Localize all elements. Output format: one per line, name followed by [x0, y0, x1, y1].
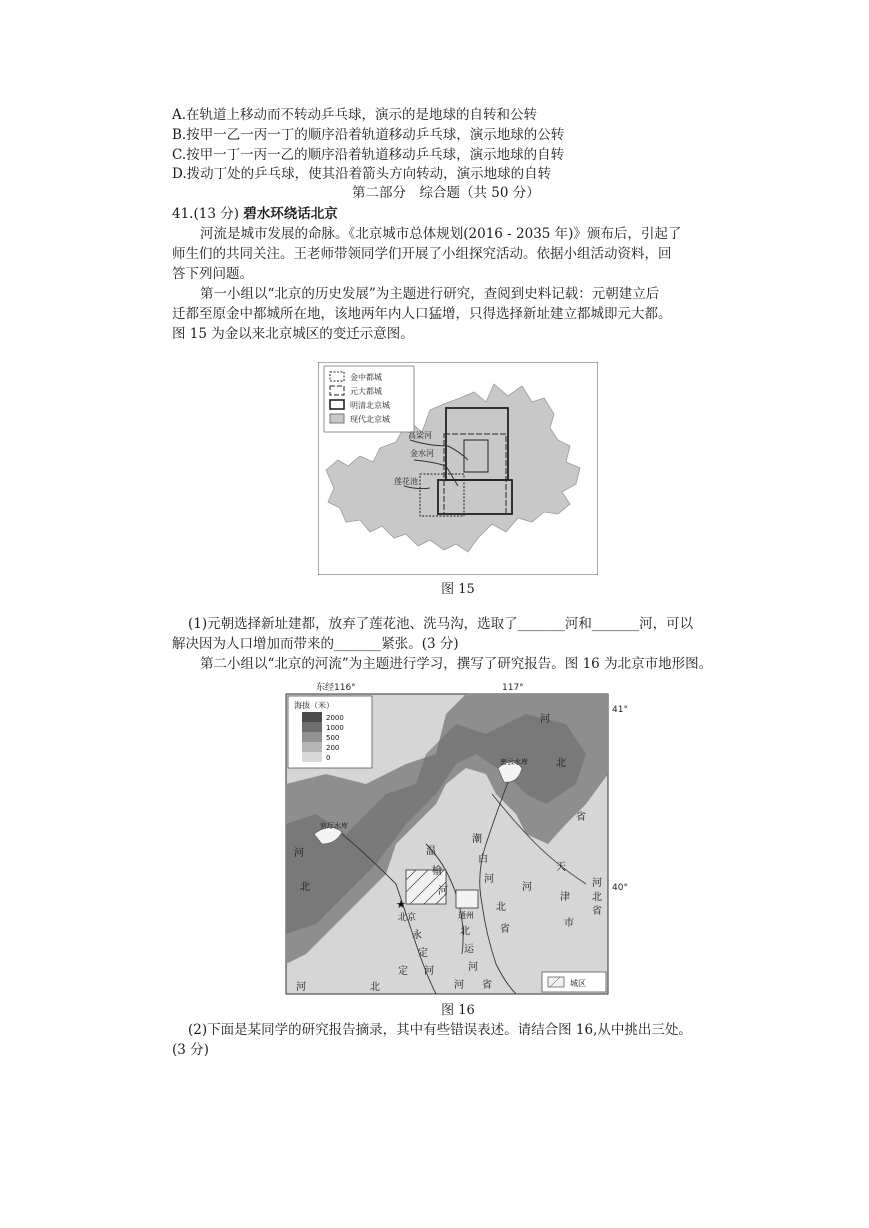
beijing-label: 北京	[398, 913, 417, 923]
paragraph-line: 图 15 为金以来北京城区的变迁示意图。	[172, 326, 414, 342]
city-legend-label: 城区	[570, 979, 586, 988]
tongzhou-label: 通州	[458, 911, 474, 920]
figure-15-caption: 图 15	[441, 582, 475, 597]
question-1-line: (1)元朝选择新址建都，放弃了莲花池、洗马沟，选取了_______河和_______河，可以	[188, 616, 694, 632]
legend-label: 元大都城	[350, 387, 382, 396]
legend-value: 1000	[326, 724, 344, 732]
province-char: 津	[560, 892, 570, 903]
province-char: 省	[500, 924, 510, 935]
legend-swatch	[302, 712, 322, 722]
figure-16-map	[282, 676, 632, 1000]
guanting-label: 官厅水库	[320, 822, 348, 830]
figure-16-caption: 图 16	[441, 1003, 475, 1018]
province-char: 省	[592, 906, 602, 917]
river-char: 河	[424, 966, 434, 977]
province-char: 省	[482, 980, 492, 991]
paragraph-line: 答下列问题。	[172, 266, 253, 282]
paragraph-line: 河流是城市发展的命脉。《北京城市总体规划(2016 - 2035 年)》颁布后，引起了	[200, 226, 682, 242]
river-char: 河	[484, 874, 494, 885]
question-header	[172, 204, 338, 224]
province-char: 河	[522, 882, 532, 893]
river-char: 温	[426, 846, 436, 857]
miyun-label: 密云水库	[500, 758, 528, 766]
lianhua-label: 莲花池	[394, 477, 418, 486]
river-char: 永	[412, 930, 422, 941]
question-number: 41.(13 分)	[172, 206, 239, 222]
province-char: 河	[296, 982, 306, 993]
province-char: 北	[556, 758, 566, 769]
legend-swatch-modern	[330, 414, 344, 423]
river-char: 运	[464, 944, 474, 955]
question-title: 碧水环绕话北京	[243, 206, 338, 222]
option-c: C.按甲一丁一丙一乙的顺序沿着轨道移动乒乓球，演示地球的自转	[172, 147, 565, 163]
province-char: 河	[592, 878, 602, 889]
province-char: 北	[300, 882, 310, 893]
paragraph-line: 第一小组以“北京的历史发展”为主题进行研究，查阅到史料记载：元朝建立后	[200, 286, 660, 302]
question-1-line: 解决因为人口增加而带来的_______紧张。(3 分)	[172, 636, 459, 652]
city-legend-swatch	[548, 977, 564, 987]
legend-swatch	[302, 752, 322, 762]
lat-label: 40°	[612, 883, 628, 893]
legend-title: 海拔（米）	[294, 701, 334, 710]
gaoliang-label: 高梁河	[408, 431, 432, 440]
option-d: D.拨动丁处的乒乓球，使其沿着箭头方向转动，演示地球的自转	[172, 166, 552, 182]
legend-swatch	[302, 722, 322, 732]
province-char: 北	[592, 892, 602, 903]
tongzhou-area	[456, 890, 478, 908]
figure-15-map	[318, 362, 598, 575]
province-char: 北	[496, 902, 506, 913]
jinshui-label: 金水河	[410, 449, 434, 458]
river-char: 定	[418, 948, 428, 959]
paragraph-line: 迁都至原金中都城所在地，该地两年内人口猛增，只得选择新址建立都城即元大都。	[172, 306, 672, 322]
paragraph-line: 第二小组以“北京的河流”为主题进行学习，撰写了研究报告。图 16 为北京市地形图。	[200, 656, 713, 672]
legend-value: 500	[326, 734, 340, 742]
province-char: 省	[576, 812, 586, 823]
lon-label: 东经116°	[316, 683, 356, 693]
river-char: 白	[478, 854, 488, 865]
legend-label: 现代北京城	[350, 415, 390, 424]
river-char: 河	[468, 962, 478, 973]
province-char: 定	[398, 966, 408, 977]
legend-label: 金中都城	[350, 373, 382, 382]
province-char: 河	[540, 714, 550, 725]
legend-value: 0	[326, 754, 331, 762]
paragraph-line: 师生们的共同关注。王老师带领同学们开展了小组探究活动。依据小组活动资料，回	[172, 246, 672, 262]
lon-label: 117°	[502, 683, 524, 693]
province-char: 河	[294, 848, 304, 859]
river-char: 河	[438, 886, 448, 897]
province-char: 市	[564, 918, 574, 929]
province-char: 北	[370, 982, 380, 993]
legend-swatch	[302, 742, 322, 752]
question-2-line: (3 分)	[172, 1042, 209, 1058]
legend-value: 2000	[326, 714, 344, 722]
province-char: 河	[454, 980, 464, 991]
beijing-star-icon: ★	[396, 898, 406, 911]
legend-value: 200	[326, 744, 340, 752]
province-char: 天	[556, 862, 566, 873]
legend-label: 明清北京城	[350, 401, 390, 410]
question-2-line: (2)下面是某同学的研究报告摘录，其中有些错误表述。请结合图 16,从中挑出三处。	[188, 1022, 692, 1038]
river-char: 榆	[432, 866, 442, 877]
legend-swatch	[302, 732, 322, 742]
river-char: 潮	[472, 834, 482, 845]
river-char: 北	[460, 926, 470, 937]
lat-label: 41°	[612, 705, 628, 715]
option-b: B.按甲一乙一丙一丁的顺序沿着轨道移动乒乓球，演示地球的公转	[172, 127, 565, 143]
section-title: 第二部分 综合题（共 50 分）	[352, 185, 540, 201]
option-a: A.在轨道上移动而不转动乒乓球，演示的是地球的自转和公转	[172, 107, 538, 123]
